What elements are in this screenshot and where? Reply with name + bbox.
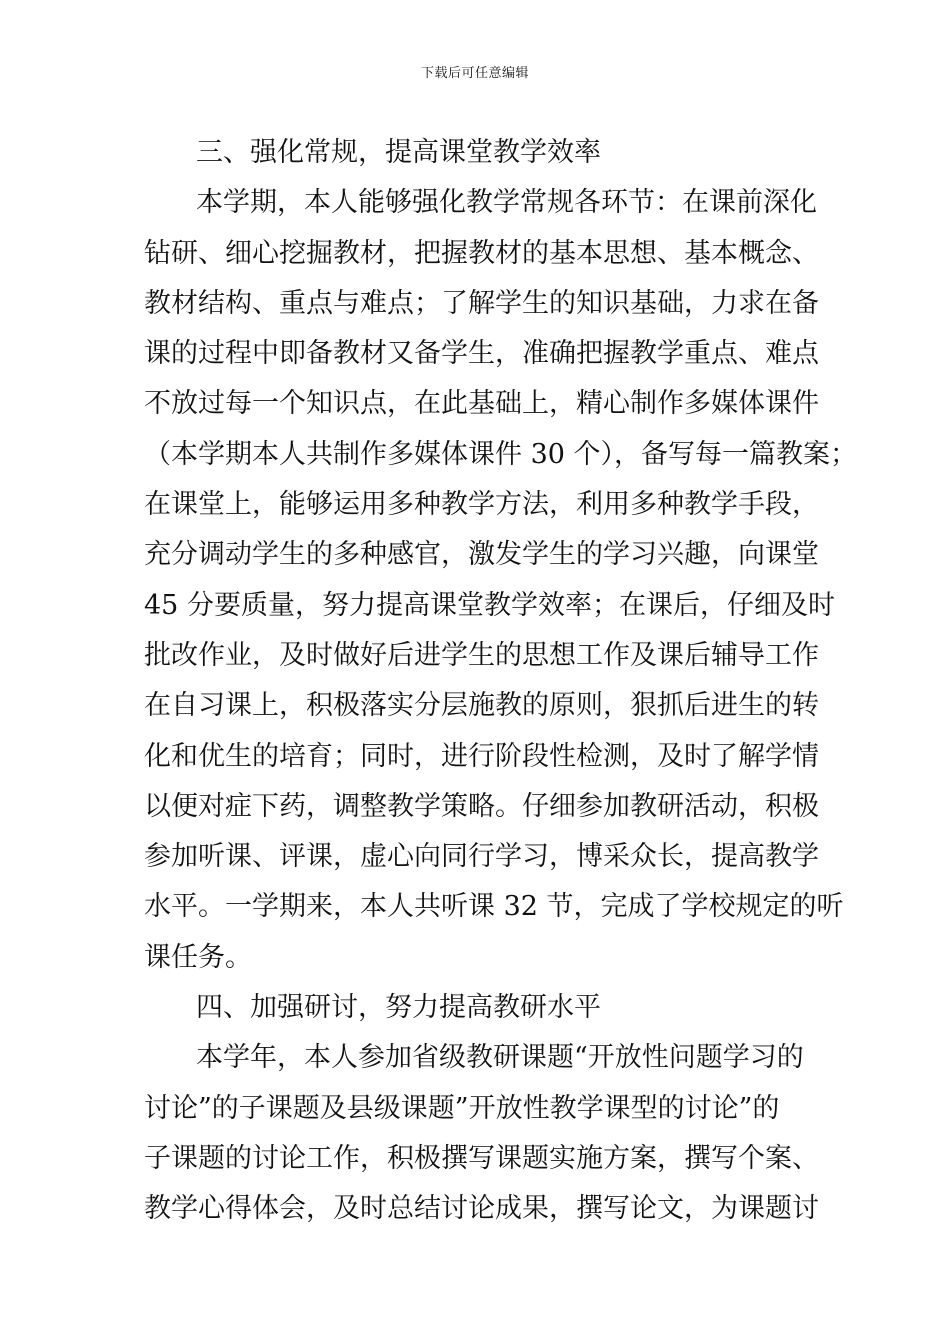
page-header-note: 下载后可任意编辑 xyxy=(420,66,529,81)
paragraph-line: 课的过程中即备教材又备学生，准确把握教学重点、难点 xyxy=(144,338,819,370)
paragraph-line: 教材结构、重点与难点；了解学生的知识基础，力求在备 xyxy=(144,287,819,319)
paragraph-line: 充分调动学生的多种感官，激发学生的学习兴趣，向课堂 xyxy=(144,539,819,571)
paragraph-line: 参加听课、评课，虚心向同行学习，博采众长，提高教学 xyxy=(144,841,819,873)
paragraph-line: 子课题的讨论工作，积极撰写课题实施方案，撰写个案、 xyxy=(144,1142,819,1174)
paragraph-line: 教学心得体会，及时总结讨论成果，撰写论文，为课题讨 xyxy=(144,1193,819,1225)
paragraph-line: 批改作业，及时做好后进学生的思想工作及课后辅导工作 xyxy=(144,639,819,671)
paragraph-line: 本学期，本人能够强化教学常规各环节：在课前深化 xyxy=(196,187,817,219)
paragraph-line: （本学期本人共制作多媒体课件 30 个），备写每一篇教案； xyxy=(144,438,858,470)
paragraph-line: 钻研、细心挖掘教材，把握教材的基本思想、基本概念、 xyxy=(144,237,819,269)
document-body xyxy=(144,128,858,1235)
paragraph-line: 在自习课上，积极落实分层施教的原则，狠抓后进生的转 xyxy=(144,690,819,722)
paragraph-line: 在课堂上，能够运用多种教学方法，利用多种教学手段， xyxy=(144,489,819,521)
section-heading-3: 三、强化常规，提高课堂教学效率 xyxy=(196,137,601,168)
paragraph-line: 45 分要质量，努力提高课堂教学效率；在课后，仔细及时 xyxy=(144,589,835,621)
paragraph-line: 化和优生的培育；同时，进行阶段性检测，及时了解学情 xyxy=(144,740,819,772)
paragraph-line: 不放过每一个知识点，在此基础上，精心制作多媒体课件 xyxy=(144,388,819,420)
paragraph-line: 课任务。 xyxy=(144,941,252,973)
section-heading-4: 四、加强研讨，努力提高教研水平 xyxy=(196,992,601,1024)
paragraph-line: 水平。一学期来，本人共听课 32 节，完成了学校规定的听 xyxy=(144,891,844,923)
paragraph-line: 以便对症下药，调整教学策略。仔细参加教研活动，积极 xyxy=(144,790,819,822)
paragraph-line: 本学年，本人参加省级教研课题“开放性问题学习的 xyxy=(196,1042,804,1074)
paragraph-line: 讨论”的子课题及县级课题”开放性教学课型的讨论”的 xyxy=(144,1092,780,1124)
